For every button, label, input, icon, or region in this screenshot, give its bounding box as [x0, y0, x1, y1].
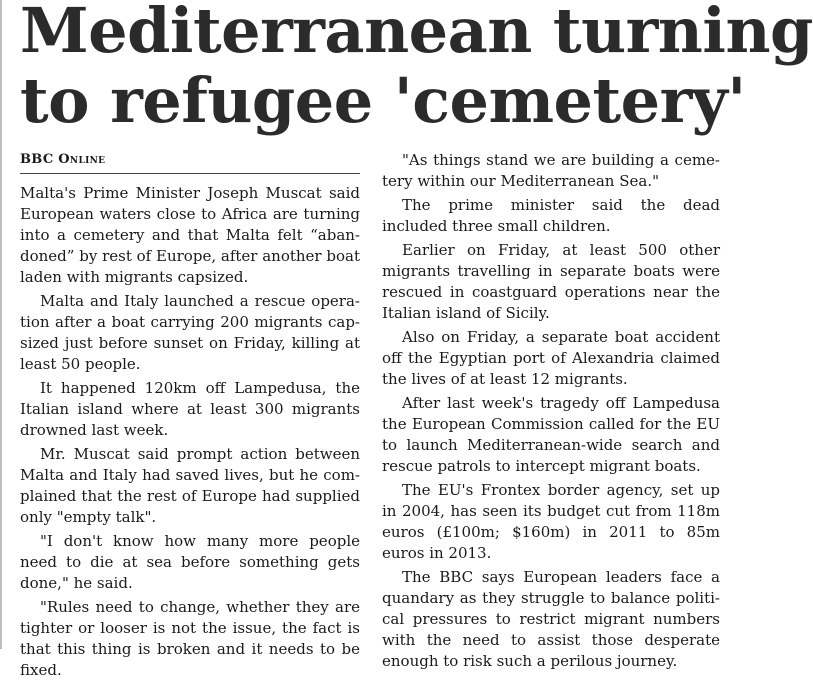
paragraph: "I don't know how many more people need to die at sea before something gets done," he said.: [20, 532, 360, 592]
headline-line-1: Mediterranean turning: [20, 0, 813, 67]
paragraph: Also on Friday, a separate boat accident off the Egyptian port of Alexandria claimed the lives of at least 12 migrants.: [382, 328, 720, 388]
article-column-right: [382, 150, 720, 675]
article-column-left: [20, 183, 360, 684]
paragraph: "Rules need to change, whether they are tighter or looser is not the issue, the fact is that this thing is broken and it needs to be fixed.: [20, 598, 360, 679]
paragraph: Mr. Muscat said prompt action between Malta and Italy had saved lives, but he com-plained that the rest of Europe had supplied only "empty talk".: [20, 445, 360, 526]
paragraph: It happened 120km off Lampedusa, the Italian island where at least 300 migrants drowned last week.: [20, 379, 360, 439]
paragraph: The BBC says European leaders face a quandary as they struggle to balance politi-cal pressures to restrict migrant numbers with the need to assist those desperate enough to risk such a perilous journey.: [382, 568, 720, 670]
paragraph: Earlier on Friday, at least 500 other migrants travelling in separate boats were rescued in coastguard operations near the Italian island of Sicily.: [382, 241, 720, 322]
headline: [20, 0, 813, 137]
paragraph: The EU's Frontex border agency, set up in 2004, has seen its budget cut from 118m euros (£100m; $160m) in 2011 to 85m euros in 2013.: [382, 481, 720, 562]
byline: BBC Online: [20, 152, 360, 174]
paragraph: After last week's tragedy off Lampedusa the European Commission called for the EU to launch Mediterranean-wide search and rescue patrols to intercept migrant boats.: [382, 394, 720, 475]
headline-line-2: to refugee 'cemetery': [20, 64, 746, 137]
paragraph: The prime minister said the dead included three small children.: [382, 196, 720, 235]
paragraph: Malta's Prime Minister Joseph Muscat said European waters close to Africa are turning into a cemetery and that Malta felt “aban-doned” by rest of Europe, after another boat laden with migrants capsized.: [20, 184, 360, 286]
paragraph: "As things stand we are building a ceme-tery within our Mediterranean Sea.": [382, 151, 720, 190]
paragraph: Malta and Italy launched a rescue opera-tion after a boat carrying 200 migrants cap-sized just before sunset on Friday, killing at least 50 people.: [20, 292, 360, 373]
